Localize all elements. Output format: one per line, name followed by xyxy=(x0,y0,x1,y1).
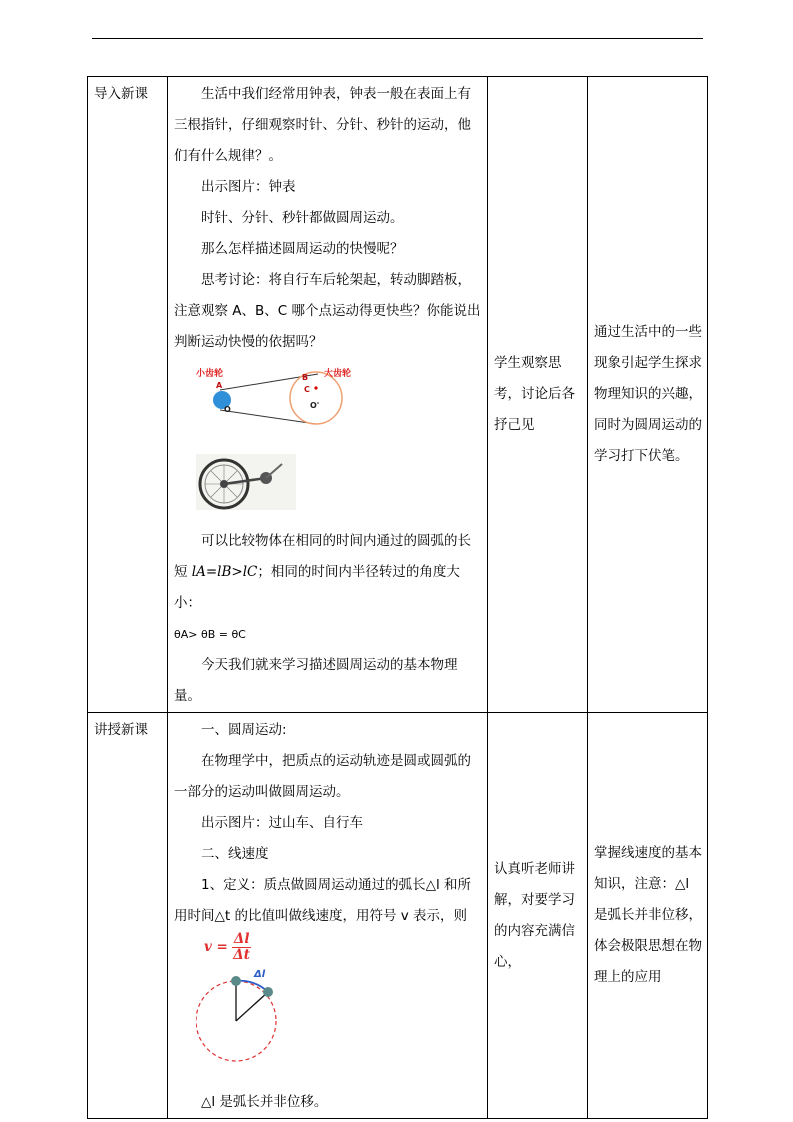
student-activity-text: 学生观察思考，讨论后各抒己见 xyxy=(494,355,575,433)
section-cell xyxy=(88,77,168,713)
student-activity-cell xyxy=(488,713,588,1119)
content-cell xyxy=(168,713,488,1119)
center-o-label: O xyxy=(224,405,231,414)
paragraph: 1、定义：质点做圆周运动通过的弧长△l 和所用时间△t 的比值叫做线速度，用符号 v 表示，则 xyxy=(174,877,472,924)
big-gear-label: 大齿轮 xyxy=(324,369,352,379)
paragraph: 出示图片：过山车、自行车 xyxy=(201,815,363,831)
arc-length-relation: lA=lB>lC xyxy=(191,564,258,580)
center-o2-label: O' xyxy=(310,401,320,410)
header-rule xyxy=(92,38,703,39)
point-a-label: A xyxy=(216,381,223,390)
point-c-label: C xyxy=(304,385,310,394)
paragraph: 时针、分针、秒针都做圆周运动。 xyxy=(201,210,404,226)
paragraph: 今天我们就来学习描述圆周运动的基本物理量。 xyxy=(174,657,458,704)
design-intent-cell xyxy=(588,77,708,713)
section-label: 讲授新课 xyxy=(94,722,148,738)
table-row xyxy=(88,77,708,713)
student-activity-text: 认真听老师讲解，对要学习的内容充满信心， xyxy=(494,860,575,970)
angle-relation: θA> θB = θC xyxy=(174,628,246,641)
paragraph: 出示图片：钟表 xyxy=(201,179,296,195)
paragraph: 二、线速度 xyxy=(201,846,269,862)
gear-diagram-figure xyxy=(196,364,366,432)
design-intent-cell xyxy=(588,713,708,1119)
design-intent-text: 掌握线速度的基本知识，注意：△l 是弧长并非位移，体会极限思想在物理上的应用 xyxy=(594,845,702,985)
formula-denominator: Δt xyxy=(233,947,251,963)
paragraph: 那么怎样描述圆周运动的快慢呢？ xyxy=(201,241,404,257)
arc-length-figure xyxy=(196,965,296,1071)
table-row xyxy=(88,713,708,1119)
student-activity-cell xyxy=(488,77,588,713)
paragraph: 在物理学中，把质点的运动轨迹是圆或圆弧的一部分的运动叫做圆周运动。 xyxy=(174,753,471,800)
paragraph: 一、圆周运动: xyxy=(201,722,287,738)
paragraph: △l 是弧长并非位移。 xyxy=(201,1094,328,1110)
bicycle-wheel-photo xyxy=(196,454,296,510)
small-gear-label: 小齿轮 xyxy=(196,369,224,379)
section-cell xyxy=(88,713,168,1119)
lesson-plan-table xyxy=(87,76,708,1119)
big-gear-circle xyxy=(290,372,342,424)
design-intent-text: 通过生活中的一些现象引起学生探求物理知识的兴趣，同时为圆周运动的学习打下伏笔。 xyxy=(594,324,702,464)
formula-numerator: Δl xyxy=(233,931,250,947)
paragraph: 思考讨论：将自行车后轮架起，转动脚踏板，注意观察 A、B、C 哪个点运动得更快些？你能说出判断运动快慢的依据吗？ xyxy=(174,272,481,350)
content-cell xyxy=(168,77,488,713)
paragraph: 可以比较物体在相同的时间内通过的圆弧的长短 lA=lB>lC；相同的时间内半径转过的角度大小： xyxy=(174,533,471,611)
velocity-formula: v = $\frac{\Delta l}{\Delta t}$ xyxy=(204,931,251,963)
delta-l-label: Δl xyxy=(254,969,266,980)
point-b-label: B xyxy=(302,373,309,382)
section-label: 导入新课 xyxy=(94,86,148,102)
paragraph: 生活中我们经常用钟表，钟表一般在表面上有三根指针，仔细观察时针、分针、秒针的运动，他们有什么规律？。 xyxy=(174,86,471,164)
